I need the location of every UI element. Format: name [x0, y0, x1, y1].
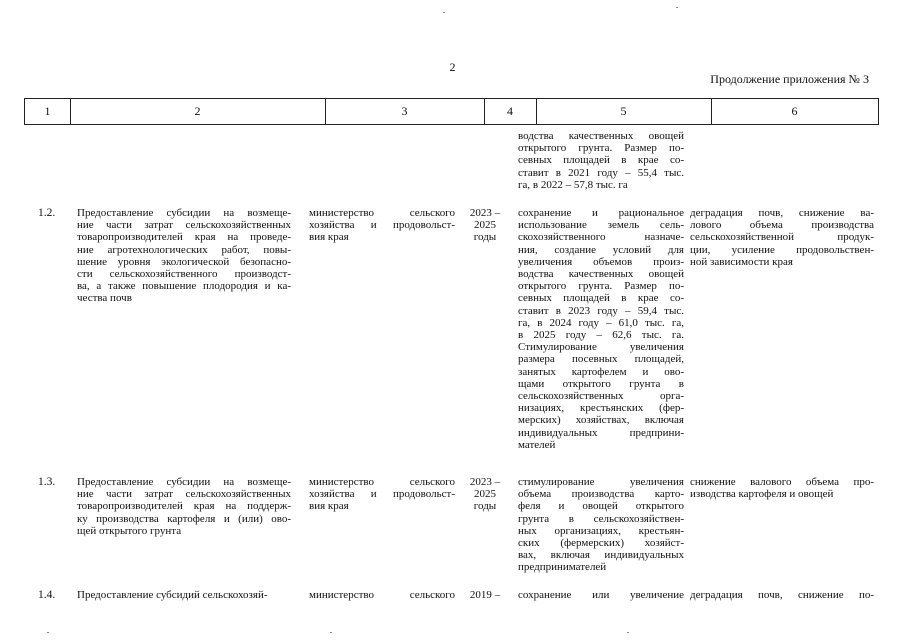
scan-speck [47, 632, 49, 633]
scan-speck [443, 12, 445, 13]
text-line: снижение валового объема про- [690, 476, 874, 488]
executor [309, 207, 455, 244]
text-line: 2023 – [469, 207, 501, 219]
header-col-6: 6 [791, 104, 798, 118]
table-header-row [24, 98, 879, 125]
text-line: Предоставление субсидии на возмеще- [77, 207, 291, 219]
implementation-years [462, 207, 508, 244]
text-line: сохранение и рациональное [518, 207, 684, 219]
row-number: 1.3. [38, 476, 56, 488]
text-line: открытого грунта. Размер по- [518, 280, 684, 293]
measure-name [77, 207, 291, 305]
text-line: сельскохозяйственной продук- [690, 231, 874, 244]
text-line: ние части затрат сельскохозяйственных [77, 219, 291, 232]
text-line: Стимулирование увеличения [518, 341, 684, 354]
text-line: вах, включая индивидуальных [518, 549, 684, 562]
text-line: севных площадей в крае со- [518, 154, 684, 167]
text-line: хозяйства и продовольст- [309, 488, 455, 501]
text-line: размера посевных площадей, [518, 353, 684, 366]
text-line: ции, усиление продовольствен- [690, 243, 874, 256]
text-line: 2025 [474, 488, 496, 501]
text-line: га, в 2024 году – 61,0 тыс. га, [518, 316, 684, 329]
header-col-1: 1 [44, 104, 51, 118]
consequences [690, 476, 874, 500]
text-line: ние части затрат сельскохозяйственных [77, 488, 291, 501]
expected-result [518, 589, 684, 601]
expected-result [518, 207, 684, 451]
header-col-4: 4 [507, 104, 513, 118]
executor [309, 476, 455, 513]
text-line: щами открытого грунта в [518, 377, 684, 390]
text-line: министерство сельского [309, 476, 455, 488]
consequences [690, 207, 874, 268]
scan-speck [330, 632, 332, 633]
text-line: водства качественных овощей [518, 130, 684, 142]
text-line: ние агротехнологических работ, повы- [77, 243, 291, 256]
scan-speck [676, 7, 678, 8]
text-line: ставит в 2021 году – 55,4 тыс. [518, 166, 684, 179]
text-line: севных площадей в крае со- [518, 292, 684, 305]
text-line: скохозяйственного назначе- [518, 231, 684, 244]
text-line: вия края [309, 500, 349, 513]
consequences [690, 589, 874, 601]
implementation-years [462, 589, 508, 601]
text-line: хозяйства и продовольст- [309, 219, 455, 232]
text-line: министерство сельского [309, 207, 455, 219]
text-line: деградация почв, снижение ва- [690, 207, 874, 219]
text-line: ских (фермерских) хозяйст- [518, 537, 684, 550]
continuation-label: Продолжение приложения № 3 [710, 72, 869, 86]
text-line: низациях, крестьянских (фер- [518, 402, 684, 415]
header-col-2: 2 [194, 104, 201, 118]
text-line: товаропроизводителей края на проведе- [77, 231, 291, 244]
text-line: предпринимателей [518, 561, 607, 574]
text-line: занятых картофелем и ово- [518, 365, 684, 378]
text-line: министерство сельского [309, 589, 455, 601]
text-line: ной зависимости края [690, 255, 793, 268]
continuation-result-text [518, 130, 684, 191]
row-number: 1.2. [38, 207, 56, 219]
text-line: ных организациях, крестьян- [518, 524, 684, 537]
text-line: открытого грунта. Размер по- [518, 142, 684, 155]
text-line: ния, создание условий для [518, 243, 684, 256]
text-line: деградация почв, снижение по- [690, 589, 874, 601]
expected-result [518, 476, 684, 574]
measure-name [77, 589, 297, 601]
measure-name [77, 476, 291, 537]
text-line: стимулирование увеличения [518, 476, 684, 488]
header-col-5: 5 [620, 104, 627, 118]
text-line: чества почв [77, 292, 132, 305]
text-line: феля и овощей открытого [518, 500, 684, 513]
text-line: товаропроизводителей края на поддерж- [77, 500, 291, 513]
text-line: увеличения объемов произ- [518, 255, 684, 268]
header-col-3: 3 [401, 104, 408, 118]
text-line: шение уровня экологической безопасно- [77, 255, 291, 268]
text-line: ва, а также повышение плодородия и ка- [77, 280, 291, 293]
executor [309, 589, 455, 601]
text-line: сохранение или увеличение [518, 589, 684, 601]
text-line: индивидуальных предприни- [518, 426, 684, 439]
text-line: Предоставление субсидий сельскохозяй- [77, 589, 268, 601]
text-line: мерских) хозяйствах, включая [518, 414, 684, 427]
text-line: объема производства карто- [518, 488, 684, 501]
text-line: 2023 – [469, 476, 501, 488]
text-line: изводства картофеля и овощей [690, 488, 834, 501]
text-line: сельскохозяйственных орга- [518, 390, 684, 403]
text-line: использование земель сель- [518, 219, 684, 232]
text-line: мателей [518, 438, 556, 451]
text-line: водства качественных овощей [518, 268, 684, 281]
text-line: щей открытого грунта [77, 524, 182, 537]
text-line: ставит в 2023 году – 59,4 тыс. [518, 304, 684, 317]
text-line: в 2025 году – 62,6 тыс. га. [518, 329, 684, 342]
scan-speck [627, 632, 629, 633]
text-line: сти сельскохозяйственного производст- [77, 268, 291, 281]
text-line: 2025 [474, 219, 496, 232]
text-line: ку производства картофеля и (или) ово- [77, 512, 291, 525]
page-number: 2 [449, 60, 456, 74]
text-line: годы [473, 500, 497, 513]
text-line: 2019 – [469, 589, 501, 601]
text-line: лового объема производства [690, 219, 874, 232]
text-line: Предоставление субсидии на возмеще- [77, 476, 291, 488]
text-line: грунта в сельскохозяйствен- [518, 512, 684, 525]
text-line: вия края [309, 231, 349, 244]
text-line: га, в 2022 – 57,8 тыс. га [518, 178, 628, 191]
row-number: 1.4. [38, 589, 56, 601]
text-line: годы [473, 231, 497, 244]
implementation-years [462, 476, 508, 513]
